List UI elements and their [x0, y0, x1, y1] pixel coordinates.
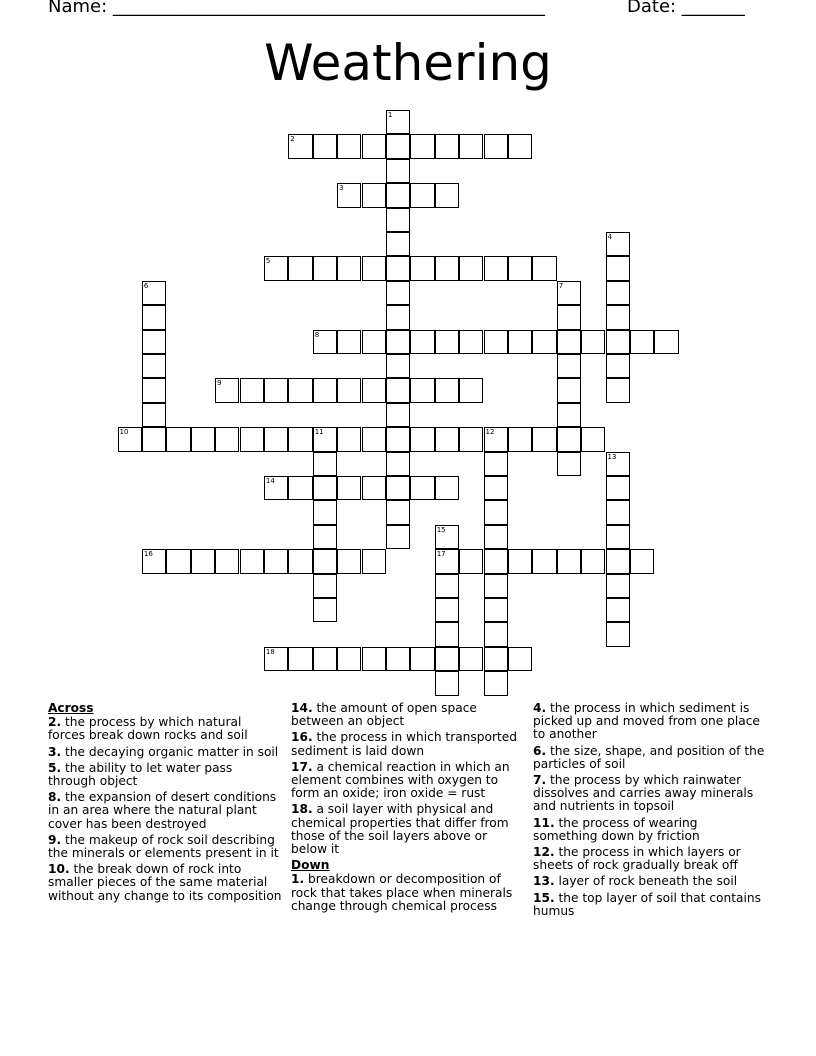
- grid-cell[interactable]: [191, 549, 215, 573]
- grid-cell[interactable]: [313, 134, 337, 158]
- grid-cell[interactable]: [191, 427, 215, 451]
- clue-down-7: 7. the process by which rainwater dissolves and carries away minerals and nutrients in topsoil: [533, 773, 754, 814]
- grid-cell[interactable]: [508, 549, 532, 573]
- grid-cell[interactable]: [630, 330, 654, 354]
- grid-cell[interactable]: [606, 598, 630, 622]
- grid-cell[interactable]: [313, 256, 337, 280]
- clue-across-3: 3. the decaying organic matter in soil: [48, 744, 279, 759]
- clue-number-label: 9: [217, 379, 222, 388]
- grid-cell[interactable]: [337, 378, 361, 402]
- grid-cell[interactable]: [386, 305, 410, 329]
- grid-cell[interactable]: [630, 549, 654, 573]
- grid-cell[interactable]: [166, 549, 190, 573]
- grid-cell[interactable]: [606, 305, 630, 329]
- grid-cell[interactable]: [240, 427, 264, 451]
- grid-cell[interactable]: [484, 134, 508, 158]
- grid-cell[interactable]: [288, 427, 312, 451]
- grid-cell[interactable]: [435, 476, 459, 500]
- clue-across-16: 16. the process in which transported sediment is laid down: [291, 730, 517, 758]
- grid-cell[interactable]: [362, 183, 386, 207]
- grid-cell[interactable]: [435, 598, 459, 622]
- clue-number-label: 10: [119, 428, 129, 437]
- grid-cell[interactable]: [606, 500, 630, 524]
- grid-cell[interactable]: [606, 256, 630, 280]
- grid-cell[interactable]: [654, 330, 678, 354]
- grid-cell[interactable]: [264, 427, 288, 451]
- clue-across-10: 10. the break down of rock into smaller pieces of the same material without any change to its composition: [48, 862, 282, 903]
- grid-cell[interactable]: [386, 232, 410, 256]
- grid-cell[interactable]: [386, 427, 410, 451]
- clue-across-5: 5. the ability to let water pass through object: [48, 760, 233, 789]
- grid-cell[interactable]: [362, 256, 386, 280]
- date-field-label: Date: _______: [627, 0, 745, 17]
- across-heading: Across: [48, 701, 94, 715]
- grid-cell[interactable]: [313, 500, 337, 524]
- grid-cell[interactable]: [386, 647, 410, 671]
- grid-cell[interactable]: [508, 134, 532, 158]
- grid-cell[interactable]: [386, 159, 410, 183]
- clue-number-label: 2: [290, 135, 295, 144]
- grid-cell[interactable]: [435, 256, 459, 280]
- clue-column-2: [291, 702, 526, 916]
- grid-cell[interactable]: [484, 256, 508, 280]
- clue-column-3: [533, 702, 765, 921]
- clue-across-18: 18. a soil layer with physical and chemical properties that differ from those of the soil layers above or below it: [291, 802, 509, 857]
- grid-cell[interactable]: [313, 574, 337, 598]
- grid-cell[interactable]: [386, 256, 410, 280]
- clue-across-8: 8. the expansion of desert conditions in an area where the natural plant cover has been destroyed: [48, 790, 277, 831]
- grid-cell[interactable]: [386, 476, 410, 500]
- grid-cell[interactable]: [288, 256, 312, 280]
- grid-cell[interactable]: [386, 452, 410, 476]
- clue-across-2: 2. the process by which natural forces break down rocks and soil: [48, 715, 248, 743]
- grid-cell[interactable]: [215, 549, 239, 573]
- grid-cell[interactable]: [459, 330, 483, 354]
- grid-cell[interactable]: [557, 549, 581, 573]
- grid-cell[interactable]: [459, 647, 483, 671]
- grid-cell[interactable]: [508, 256, 532, 280]
- grid-cell[interactable]: [484, 574, 508, 598]
- grid-cell[interactable]: [362, 330, 386, 354]
- clue-column-1: [48, 702, 282, 906]
- clue-number-label: 1: [387, 111, 393, 119]
- grid-cell[interactable]: [557, 403, 581, 427]
- grid-cell[interactable]: [386, 403, 410, 427]
- grid-cell[interactable]: [362, 647, 386, 671]
- grid-cell[interactable]: [142, 427, 166, 451]
- grid-cell[interactable]: [142, 354, 166, 378]
- grid-cell[interactable]: [410, 427, 434, 451]
- grid-cell[interactable]: [362, 427, 386, 451]
- grid-cell[interactable]: [337, 256, 361, 280]
- grid-cell[interactable]: [606, 476, 630, 500]
- grid-cell[interactable]: [484, 549, 508, 573]
- grid-cell[interactable]: [557, 330, 581, 354]
- grid-cell[interactable]: [386, 330, 410, 354]
- grid-cell[interactable]: [581, 427, 605, 451]
- grid-cell[interactable]: [337, 647, 361, 671]
- grid-cell[interactable]: [532, 256, 556, 280]
- grid-cell[interactable]: [557, 378, 581, 402]
- grid-cell[interactable]: [386, 525, 410, 549]
- grid-cell[interactable]: [484, 452, 508, 476]
- grid-cell[interactable]: [142, 378, 166, 402]
- grid-cell[interactable]: [410, 330, 434, 354]
- grid-cell[interactable]: [606, 525, 630, 549]
- clue-number-label: 16: [143, 550, 153, 559]
- clue-number-label: 12: [485, 428, 495, 437]
- grid-cell[interactable]: [459, 378, 483, 402]
- clue-number-label: 3: [339, 184, 344, 193]
- grid-cell[interactable]: [386, 500, 410, 524]
- grid-cell[interactable]: [288, 549, 312, 573]
- grid-cell[interactable]: [288, 476, 312, 500]
- grid-cell[interactable]: [435, 671, 459, 695]
- grid-cell[interactable]: [484, 330, 508, 354]
- grid-cell[interactable]: [264, 549, 288, 573]
- grid-cell[interactable]: [362, 134, 386, 158]
- grid-cell[interactable]: [362, 378, 386, 402]
- grid-cell[interactable]: [459, 549, 483, 573]
- clue-down-1: 1. breakdown or decomposition of rock that takes place when minerals change through chemical process: [291, 872, 513, 913]
- clue-number-label: 5: [265, 257, 271, 266]
- grid-cell[interactable]: [484, 647, 508, 671]
- grid-cell[interactable]: [435, 183, 459, 207]
- clue-down-11: 11. the process of wearing something down by friction: [533, 815, 700, 843]
- clue-number-label: 8: [314, 330, 320, 339]
- clue-down-12: 12. the process in which layers or sheets of rock gradually break off: [533, 845, 741, 873]
- grid-cell[interactable]: [410, 647, 434, 671]
- grid-cell[interactable]: [337, 476, 361, 500]
- grid-cell[interactable]: [264, 378, 288, 402]
- clue-across-9: 9. the makeup of rock soil describing the minerals or elements present in it: [48, 832, 279, 861]
- grid-cell[interactable]: [581, 549, 605, 573]
- grid-cell[interactable]: [288, 647, 312, 671]
- grid-cell[interactable]: [288, 378, 312, 402]
- grid-cell[interactable]: [166, 427, 190, 451]
- grid-cell[interactable]: [435, 427, 459, 451]
- grid-cell[interactable]: [459, 256, 483, 280]
- grid-cell[interactable]: [484, 622, 508, 646]
- grid-cell[interactable]: [435, 134, 459, 158]
- grid-cell[interactable]: [313, 549, 337, 573]
- grid-cell[interactable]: [410, 378, 434, 402]
- grid-cell[interactable]: [410, 134, 434, 158]
- grid-cell[interactable]: [313, 476, 337, 500]
- grid-cell[interactable]: [484, 476, 508, 500]
- grid-cell[interactable]: [484, 525, 508, 549]
- grid-cell[interactable]: [386, 208, 410, 232]
- grid-cell[interactable]: [142, 330, 166, 354]
- grid-cell[interactable]: [362, 549, 386, 573]
- clue-across-17: 17. a chemical reaction in which an element combines with oxygen to form an oxide; iron oxide = rust: [291, 759, 510, 801]
- clue-number-label: 15: [436, 525, 446, 534]
- grid-cell[interactable]: [313, 378, 337, 402]
- grid-cell[interactable]: [508, 647, 532, 671]
- grid-cell[interactable]: [386, 281, 410, 305]
- grid-cell[interactable]: [606, 622, 630, 646]
- clue-number-label: 17: [436, 550, 446, 559]
- puzzle-title: Weathering: [264, 34, 552, 92]
- grid-cell[interactable]: [606, 354, 630, 378]
- clue-across-14: 14. the amount of open space between an object: [291, 701, 477, 729]
- grid-cell[interactable]: [508, 330, 532, 354]
- grid-cell[interactable]: [410, 476, 434, 500]
- grid-cell[interactable]: [557, 354, 581, 378]
- grid-cell[interactable]: [484, 671, 508, 695]
- grid-cell[interactable]: [484, 598, 508, 622]
- grid-cell[interactable]: [581, 330, 605, 354]
- grid-cell[interactable]: [557, 452, 581, 476]
- grid-cell[interactable]: [386, 183, 410, 207]
- grid-cell[interactable]: [606, 378, 630, 402]
- grid-cell[interactable]: [337, 427, 361, 451]
- grid-cell[interactable]: [313, 598, 337, 622]
- clue-number-label: 4: [607, 233, 612, 241]
- clue-number-label: 7: [558, 281, 564, 290]
- grid-cell[interactable]: [459, 134, 483, 158]
- grid-cell[interactable]: [337, 330, 361, 354]
- grid-cell[interactable]: [215, 427, 239, 451]
- grid-cell[interactable]: [313, 525, 337, 549]
- clue-number-label: 6: [143, 281, 149, 290]
- grid-cell[interactable]: [459, 427, 483, 451]
- grid-cell[interactable]: [532, 330, 556, 354]
- grid-cell[interactable]: [532, 549, 556, 573]
- clue-number-label: 11: [314, 428, 324, 437]
- grid-cell[interactable]: [532, 427, 556, 451]
- clue-down-13: 13. layer of rock beneath the soil: [533, 874, 738, 889]
- clue-number-label: 14: [265, 477, 275, 485]
- clue-down-6: 6. the size, shape, and position of the particles of soil: [533, 743, 765, 771]
- grid-cell[interactable]: [386, 134, 410, 158]
- grid-cell[interactable]: [386, 354, 410, 378]
- grid-cell[interactable]: [435, 647, 459, 671]
- grid-cell[interactable]: [606, 281, 630, 305]
- grid-cell[interactable]: [508, 427, 532, 451]
- grid-cell[interactable]: [606, 549, 630, 573]
- grid-cell[interactable]: [240, 378, 264, 402]
- grid-cell[interactable]: [557, 427, 581, 451]
- grid-cell[interactable]: [142, 403, 166, 427]
- grid-cell[interactable]: [240, 549, 264, 573]
- grid-cell[interactable]: [435, 330, 459, 354]
- grid-cell[interactable]: [606, 330, 630, 354]
- grid-cell[interactable]: [142, 305, 166, 329]
- grid-cell[interactable]: [313, 452, 337, 476]
- clue-down-4: 4. the process in which sediment is picked up and moved from one place to another: [533, 701, 760, 742]
- down-heading: Down: [291, 858, 330, 873]
- grid-cell[interactable]: [337, 134, 361, 158]
- clue-number-label: 13: [607, 452, 617, 461]
- grid-cell[interactable]: [484, 500, 508, 524]
- clue-number-label: 18: [265, 647, 275, 656]
- name-field-label: Name: ________________________________________________: [48, 0, 545, 17]
- grid-cell[interactable]: [435, 574, 459, 598]
- grid-cell[interactable]: [337, 549, 361, 573]
- grid-cell[interactable]: [386, 378, 410, 402]
- grid-cell[interactable]: [410, 256, 434, 280]
- grid-cell[interactable]: [410, 183, 434, 207]
- grid-cell[interactable]: [313, 647, 337, 671]
- clue-down-15: 15. the top layer of soil that contains humus: [533, 890, 761, 918]
- grid-cell[interactable]: [435, 378, 459, 402]
- grid-cell[interactable]: [557, 305, 581, 329]
- grid-cell[interactable]: [362, 476, 386, 500]
- grid-cell[interactable]: [435, 622, 459, 646]
- grid-cell[interactable]: [606, 574, 630, 598]
